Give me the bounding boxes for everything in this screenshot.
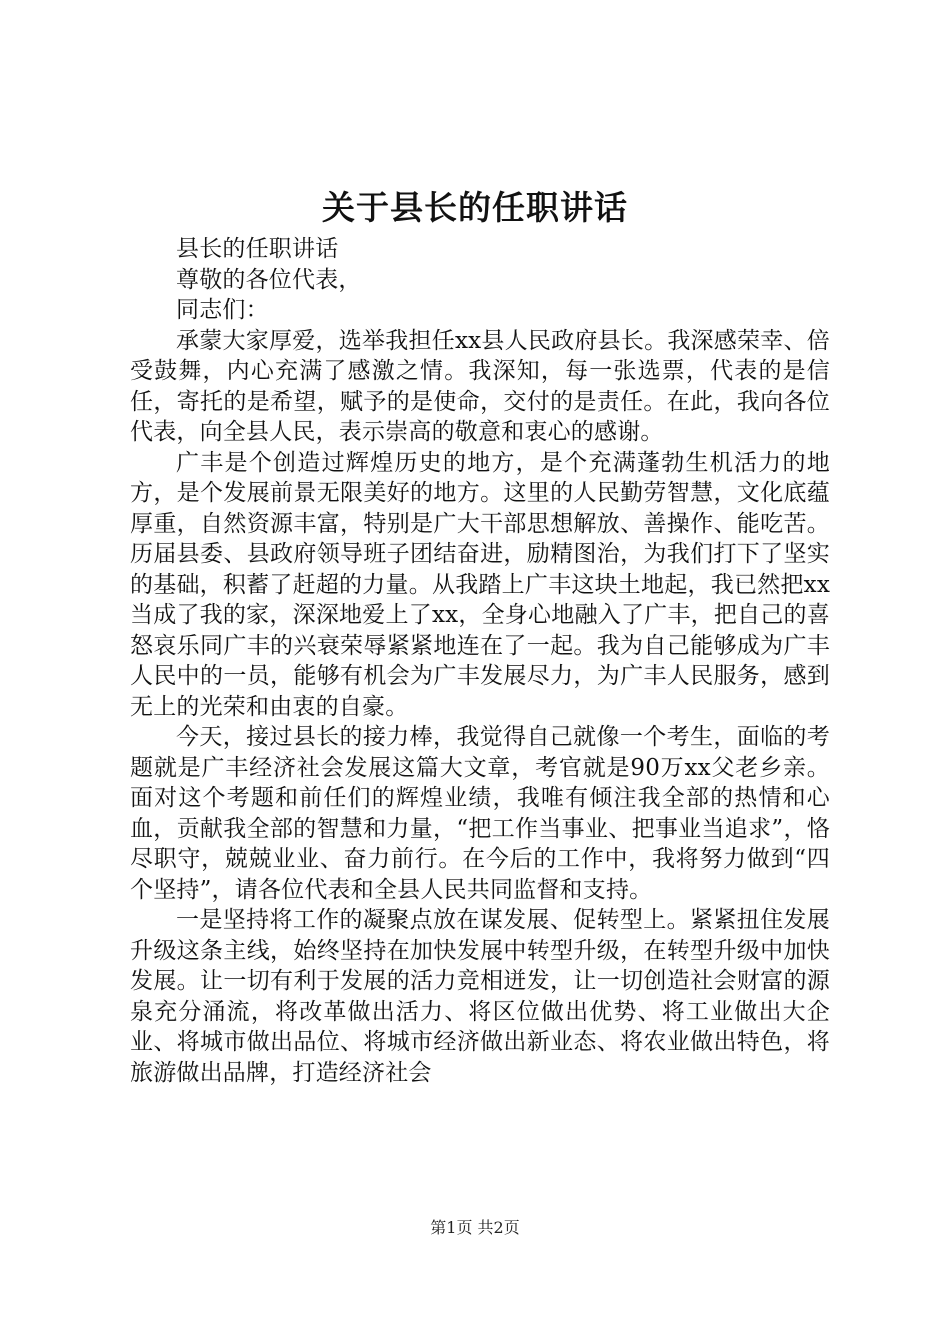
paragraph-salutation: 尊敬的各位代表， [176,266,362,293]
paragraph: 今天，接过县长的接力棒，我觉得自己就像一个考生，面临的考题就是广丰经济社会发展这篇大文章，考官就是90万xx父老乡亲。面对这个考题和前任们的辉煌业绩，我唯有倾注我全部的热情和心血，贡献我全部的智慧和力量，“把工作当事业、把事业当追求”，恪尽职守，兢兢业业、奋力前行。在今后的工作中，我将努力做到“四个坚持”，请各位代表和全县人民共同监督和支持。 [130,724,830,903]
document-title: 关于县长的任职讲话 [322,188,628,227]
paragraph: 承蒙大家厚爱，选举我担任xx县人民政府县长。我深感荣幸、倍受鼓舞，内心充满了感激之情。我深知，每一张选票，代表的是信任，寄托的是希望，赋予的是使命，交付的是责任。在此，我向各位代表，向全县人民，表示崇高的敬意和衷心的感谢。 [130,327,830,445]
paragraph: 一是坚持将工作的凝聚点放在谋发展、促转型上。紧紧扭住发展升级这条主线，始终坚持在加快发展中转型升级，在转型升级中加快发展。让一切有利于发展的活力竞相迸发，让一切创造社会财富的源泉充分涌流，将改革做出活力、将区位做出优势、将工业做出大企业、将城市做出品位、将城市经济做出新业态、将农业做出特色，将旅游做出品牌，打造经济社会 [130,907,830,1086]
paragraph-salutation-2: 同志们： [176,297,269,323]
paragraph: 广丰是个创造过辉煌历史的地方，是个充满蓬勃生机活力的地方，是个发展前景无限美好的地方。这里的人民勤劳智慧，文化底蕴厚重，自然资源丰富，特别是广大干部思想解放、善操作、能吃苦。历届县委、县政府领导班子团结奋进，励精图治，为我们打下了坚实的基础，积蓄了赶超的力量。从我踏上广丰这块土地起，我已然把xx当成了我的家，深深地爱上了xx，全身心地融入了广丰，把自己的喜怒哀乐同广丰的兴衰荣辱紧紧地连在了一起。我为自己能够成为广丰人民中的一员，能够有机会为广丰发展尽力，为广丰人民服务，感到无上的光荣和由衷的自豪。 [130,449,830,720]
document-body [130,234,830,1088]
page-number-footer: 第1页 共2页 [430,1218,520,1237]
paragraph-subtitle: 县长的任职讲话 [176,236,339,262]
